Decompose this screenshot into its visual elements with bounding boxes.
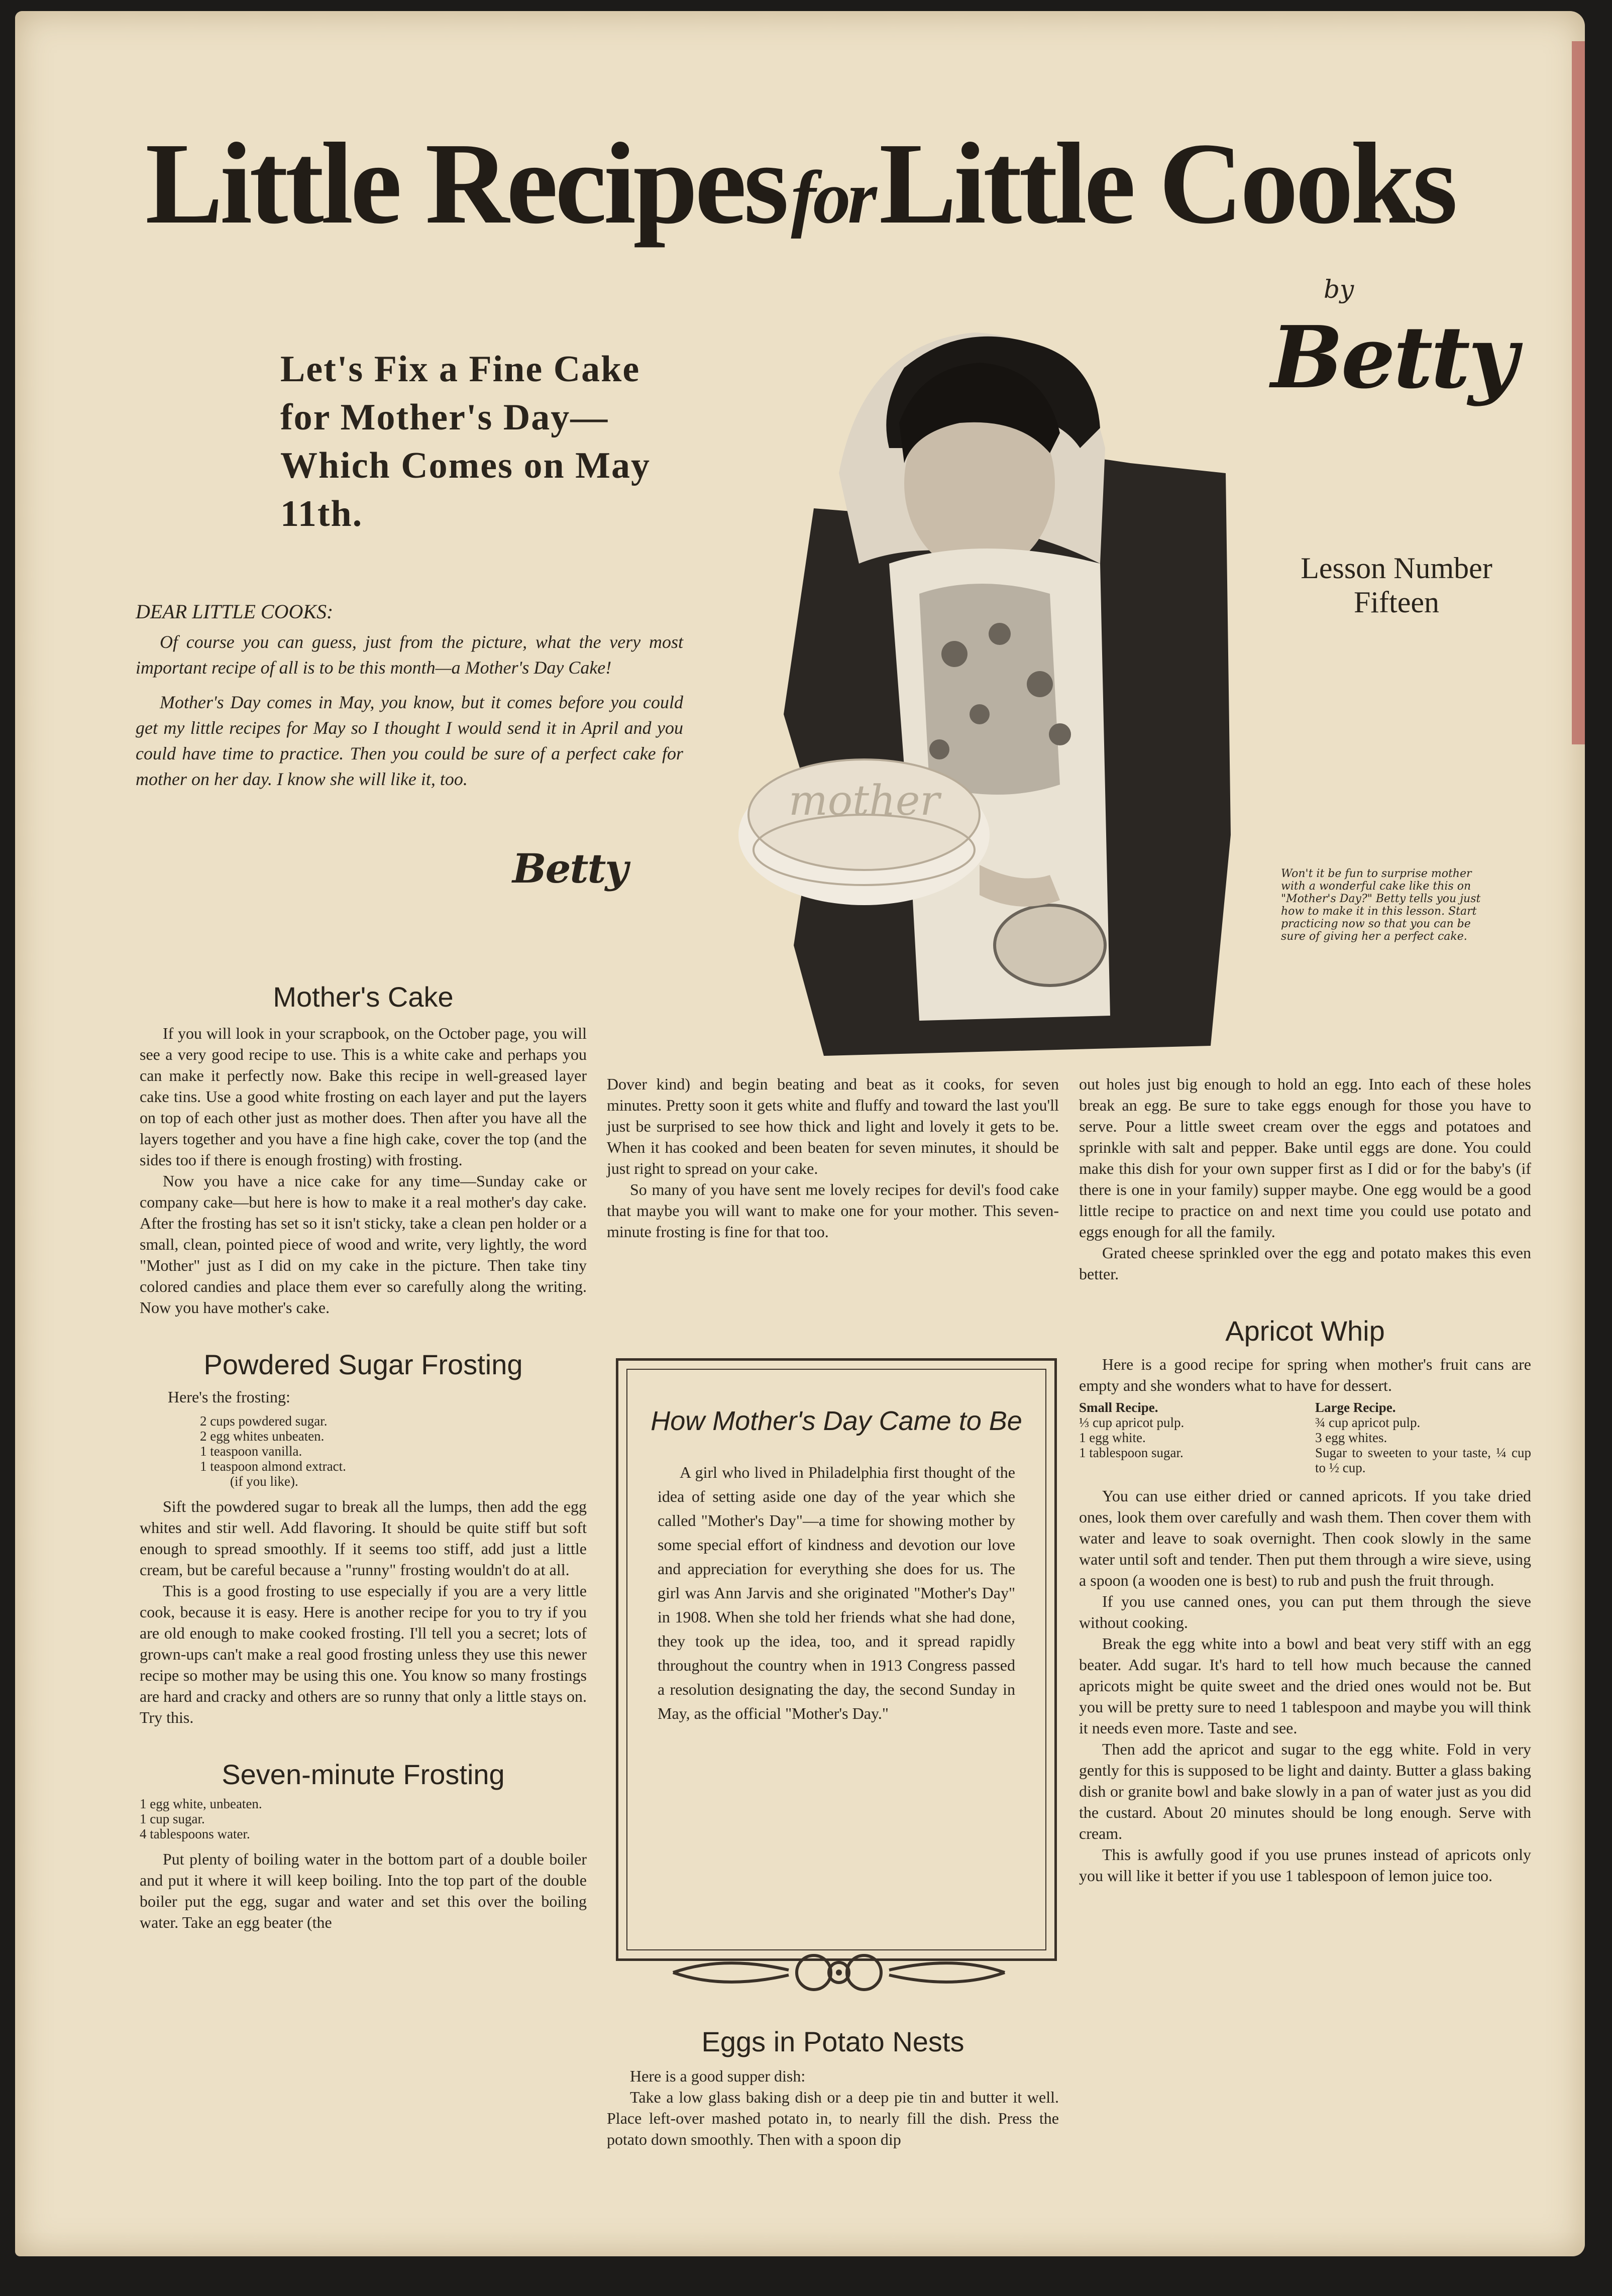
column-middle: Dover kind) and begin beating and beat as it cooks, for seven minutes. Pretty soon it gets white and fluffy and toward the last you'll just be surprised to see how thick and light and lovely it gets to be. When it has cooked and been beaten for seven minutes, it should be just right to spread on your cake. So many of you have sent me lovely recipes for devil's food cake that maybe you will want to make one for your mother. This seven-minute frosting is fine for that too. xyxy=(607,1075,1059,1241)
ornament xyxy=(663,1945,1015,2000)
letter xyxy=(136,599,683,801)
page-title: Little RecipesforLittle Cooks xyxy=(145,119,1455,248)
column-right: out holes just big enough to hold an egg. Into each of these holes break an egg. Be sure to take eggs enough for those you have to serve. Pour a little sweet cream over the eggs and potatoes and sprinkle with salt and pepper. Bake until eggs are done. You could make this dish for your own supper first as I did or for the baby's (if there is one in your family) supper maybe. One egg would be a good little recipe to practice on and next time you could use potato and eggs enough for all the family. Grated cheese sprinkled over the egg and potato makes this even better. Apricot Whip Here is a good recipe for spring when mother's fruit cans are empty and she wonders what to have for dessert. Small Recipe. ⅓ cup apricot pulp. 1 egg white. 1 tablespoon sugar. Large Recipe. ¾ cup apricot pulp. 3 egg whites. Sugar to sweeten to your taste, ¼ cup to ½ cup. You can use either dried or canned apricots. If you take dried ones, look them over carefully and wash them. Then cover them with water and leave to soak overnight. Then cook slowly in the same water until soft and tender. Then put them through a wire sieve, using a spoon (a wooden one is best) to rub and push the fruit through. If you use canned ones, you can put them through the sieve without cooking. Break the egg white into a bowl and beat very stiff with an egg beater. Add sugar. It's hard to tell how much because the canned apricots might be quite sweet and the dried ones would not be. But you will be pretty sure to need 1 tablespoon and maybe you will think it needs even more. Taste and see. Then add the apricot and sugar to the egg white. Fold in very gently for this is supposed to be light and dainty. Butter a glass baking dish or granite bowl and bake slowly in a pan of water just as you did the custard. About 20 minutes should be long enough. Serve with cream. This is awfully good if you use prunes instead of apricots only you will like it better if you use 1 tablespoon of lemon juice too. xyxy=(1079,1075,1531,1885)
headline: Let's Fix a Fine Cake for Mother's Day—Which Comes on May 11th. xyxy=(280,349,651,534)
column-middle-lower: Eggs in Potato Nests Here is a good supper dish: Take a low glass baking dish or a deep pie tin and butter it well. Place left-over mashed potato in, to nearly fill the dish. Press the potato down smoothly. Then with a spoon dip xyxy=(607,2026,1059,2148)
large-recipe: Large Recipe. ¾ cup apricot pulp. 3 egg whites. Sugar to sweeten to your taste, ¼ cup to ½ cup. xyxy=(1315,1400,1531,1475)
section-heading: Apricot Whip xyxy=(1225,1315,1385,1347)
section-heading: Mother's Cake xyxy=(273,981,454,1013)
section-heading: Seven-minute Frosting xyxy=(222,1759,505,1790)
ingredient-list: 1 egg white, unbeaten. 1 cup sugar. 4 tablespoons water. xyxy=(140,1796,262,1841)
box-heading: How Mother's Day Came to Be xyxy=(651,1406,1022,1436)
recipe-sizes xyxy=(1079,1400,1531,1475)
ingredient-list: 2 cups powdered sugar. 2 egg whites unbeaten. 1 teaspoon vanilla. 1 teaspoon almond extract. (if you like). xyxy=(200,1413,346,1489)
author-signature: Betty xyxy=(1271,307,1516,408)
small-recipe: Small Recipe. ⅓ cup apricot pulp. 1 egg white. 1 tablespoon sugar. xyxy=(1079,1400,1185,1460)
sidebar-box xyxy=(616,1358,1057,1961)
magazine-page xyxy=(15,11,1585,2256)
girl-with-cake-photo xyxy=(698,282,1251,1056)
section-heading: Powdered Sugar Frosting xyxy=(203,1349,523,1380)
byline: by xyxy=(1324,275,1354,304)
letter-paragraph: Mother's Day comes in May, you know, but it comes before you could get my little recipes for May so I thought I would send it in April and you could have time to practice. Then you could be sure of a perfect cake for mother on her day. I know she will like it, too. xyxy=(136,692,683,789)
letter-paragraph: Of course you can guess, just from the picture, what the very most important recipe of all is to be this month—a Mother's Day Cake! xyxy=(136,632,683,678)
column-left: Mother's Cake If you will look in your scrapbook, on the October page, you will see a very good recipe to use. This is a white cake and perhaps you can make it perfectly now. Bake this recipe in well-greased layer cake tins. Use a good white frosting on each layer and put the layers on top of each other just as mother does. Then after you have all the layers together and you have a fine high cake, cover the top (and the sides too if there is enough frosting) with frosting. Now you have a nice cake for any time—Sunday cake or company cake—but here is how to make it a real mother's day cake. After the frosting has set so it isn't sticky, take a clean pen holder or a small, clean, pointed piece of wood and write, very lightly, the word "Mother" just as I did on my cake in the picture. Then take tiny colored candies and place them ever so carefully along the writing. Now you have mother's cake. Powdered Sugar Frosting Here's the frosting: 2 cups powdered sugar. 2 egg whites unbeaten. 1 teaspoon vanilla. 1 teaspoon almond extract. (if you like). Sift the powdered sugar to break all the lumps, then add the egg whites and stir well. Add flavoring. It should be quite stiff but soft enough to spread smoothly. If it seems too stiff, add just a little cream, but be careful because a "runny" frosting wouldn't do at all. This is a good frosting to use especially if you are a very little cook, because it is easy. Here is another recipe for you to try if you are old enough to make cooked frosting. I'll tell you a secret; lots of grown-ups can't make a real good frosting unless they use this newer recipe so mother may be using this one. You know so many frostings are hard and cracky and others are so runny that only a little stays on. Try this. Seven-minute Frosting 1 egg white, unbeaten. 1 cup sugar. 4 tablespoons water. Put plenty of boiling water in the bottom part of a double boiler and put it where it will keep boiling. Into the top part of the double boiler put the egg, sugar and water and set this over the boiling water. Take an egg beater (the xyxy=(140,981,587,1931)
letter-signature: Betty xyxy=(512,845,627,892)
letter-greeting: DEAR LITTLE COOKS: xyxy=(136,600,334,623)
box-body: A girl who lived in Philadelphia first thought of the idea of setting aside one day of the year which she called "Mother's Day"—a time for showing mother by some special effort of kindness and devotion our love and appreciation for everything she does for us. The girl was Ann Jarvis and she originated "Mother's Day" in 1908. When she told her friends what she had done, they took up the idea, too, and it spread rapidly throughout the country when in 1913 Congress passed a resolution designating the day, the second Sunday in May, as the official "Mother's Day." xyxy=(658,1463,1015,1722)
cake-writing: mother xyxy=(789,777,940,825)
photo-caption: Won't it be fun to surprise mother with a wonderful cake like this on "Mother's Day?" Betty tells you just how to make it in this lesson. Start practicing now so that you can be sure of giving her a perfect cake. xyxy=(1281,867,1481,943)
section-heading: Eggs in Potato Nests xyxy=(701,2026,964,2057)
lesson-number: Lesson Number Fifteen xyxy=(1301,552,1492,619)
